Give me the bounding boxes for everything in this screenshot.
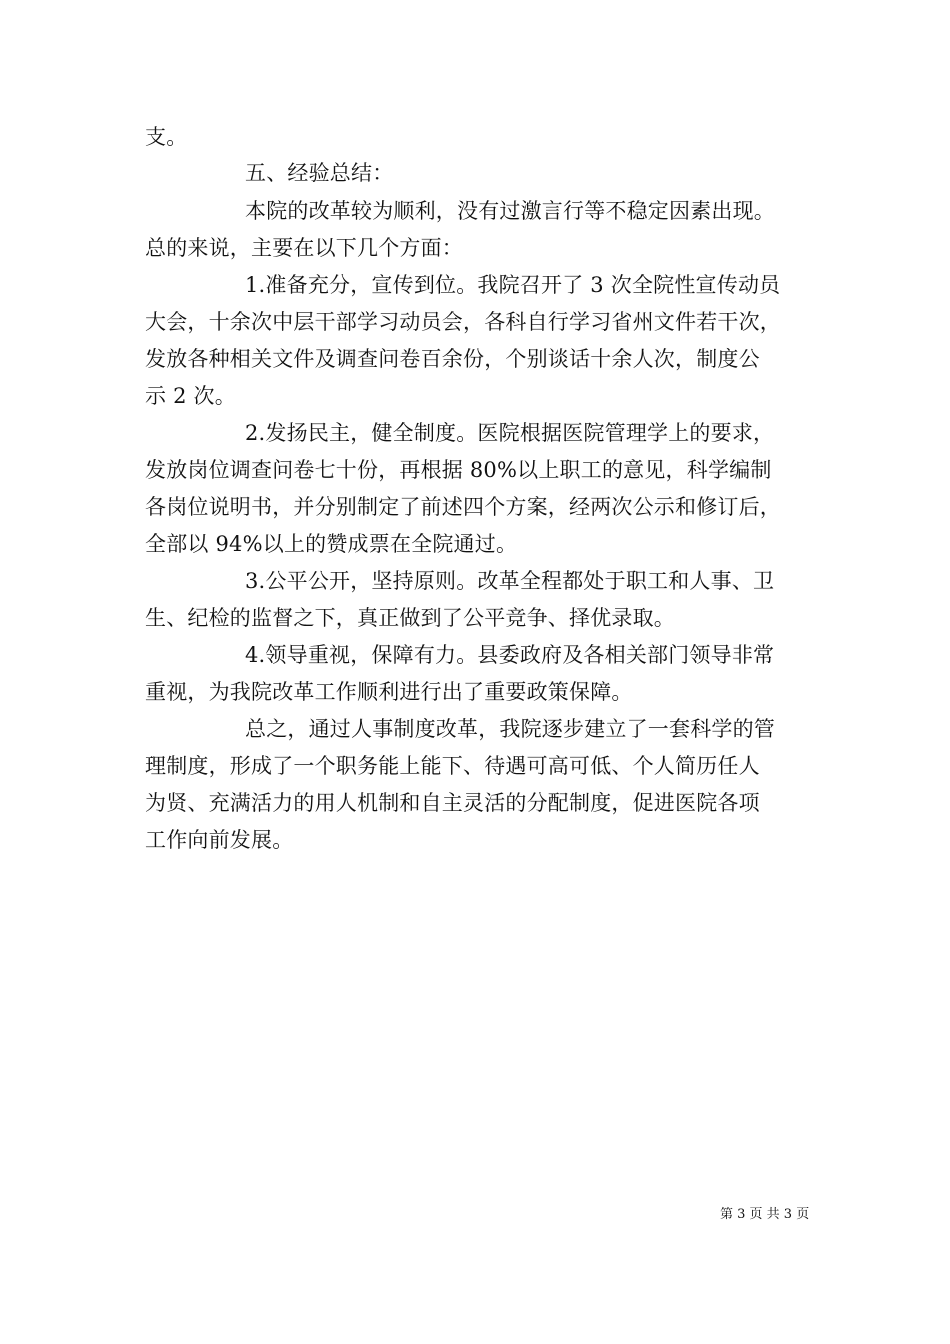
- paragraph-line: 本院的改革较为顺利，没有过激言行等不稳定因素出现。: [245, 199, 775, 223]
- paragraph-line: 3.公平公开，坚持原则。改革全程都处于职工和人事、卫: [245, 569, 775, 593]
- paragraph-line: 为贤、充满活力的用人机制和自主灵活的分配制度，促进医院各项: [145, 791, 760, 815]
- paragraph-line: 理制度，形成了一个职务能上能下、待遇可高可低、个人简历任人: [145, 754, 760, 778]
- paragraph-line: 总的来说，主要在以下几个方面：: [145, 236, 463, 260]
- paragraph-line: 总之，通过人事制度改革，我院逐步建立了一套科学的管: [245, 717, 775, 741]
- paragraph-line: 生、纪检的监督之下，真正做到了公平竞争、择优录取。: [145, 606, 675, 630]
- paragraph-line: 2.发扬民主，健全制度。医院根据医院管理学上的要求，: [245, 421, 775, 445]
- section-heading: 五、经验总结：: [245, 161, 394, 185]
- paragraph-line: 大会，十余次中层干部学习动员会，各科自行学习省州文件若干次，: [145, 310, 781, 334]
- paragraph-line: 各岗位说明书，并分别制定了前述四个方案，经两次公示和修订后，: [145, 495, 781, 519]
- paragraph-line: 发放岗位调查问卷七十份，再根据 80%以上职工的意见，科学编制: [145, 458, 772, 482]
- paragraph-line: 全部以 94%以上的赞成票在全院通过。: [145, 532, 518, 556]
- paragraph-line: 4.领导重视，保障有力。县委政府及各相关部门领导非常: [245, 643, 775, 667]
- paragraph-line: 支。: [145, 125, 188, 149]
- paragraph-line: 示 2 次。: [145, 384, 236, 408]
- paragraph-line: 发放各种相关文件及调查问卷百余份，个别谈话十余人次，制度公: [145, 347, 760, 371]
- page-number-footer: 第 3 页 共 3 页: [720, 1207, 810, 1222]
- paragraph-line: 工作向前发展。: [145, 828, 294, 852]
- paragraph-line: 1.准备充分，宣传到位。我院召开了 3 次全院性宣传动员: [245, 273, 781, 297]
- paragraph-line: 重视，为我院改革工作顺利进行出了重要政策保障。: [145, 680, 633, 704]
